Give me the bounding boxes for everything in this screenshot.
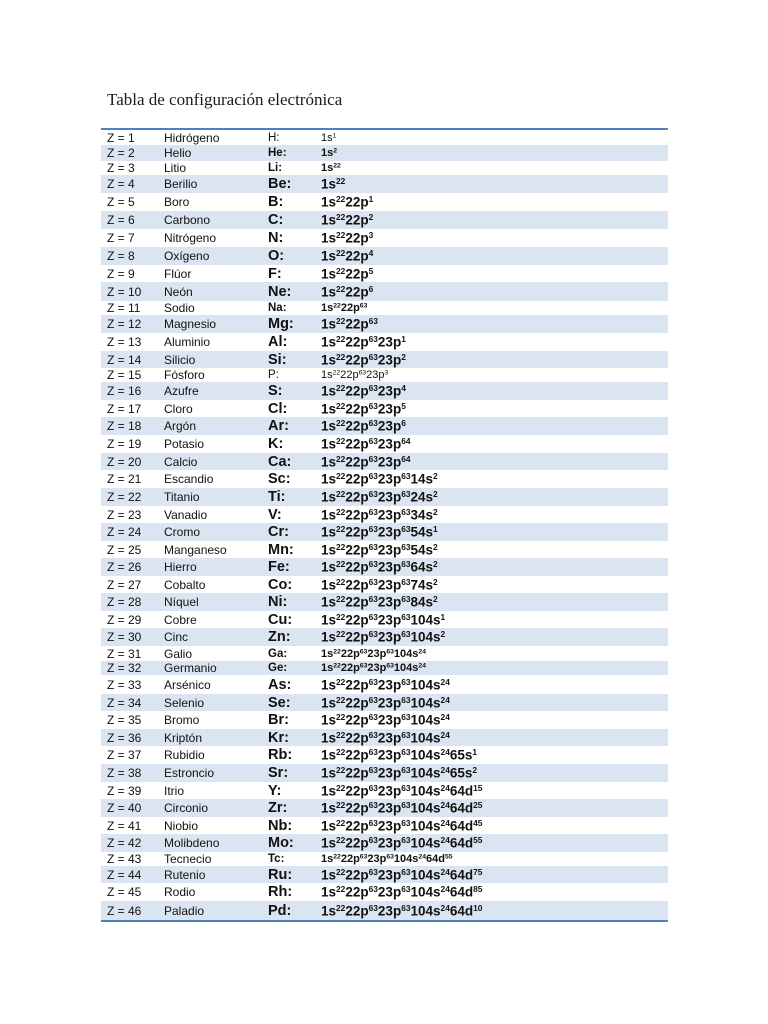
atomic-number: Z = 31: [107, 646, 142, 661]
element-symbol: As:: [268, 676, 292, 693]
element-name: Oxígeno: [164, 249, 210, 263]
table-row: [101, 611, 668, 628]
table-row: [101, 782, 668, 799]
element-symbol: S:: [268, 383, 283, 399]
element-name: Níquel: [164, 595, 199, 609]
table-row: [101, 746, 668, 764]
element-name: Argón: [164, 419, 197, 433]
element-symbol: Pd:: [268, 902, 292, 919]
atomic-number: Z = 18: [107, 419, 142, 433]
atomic-number: Z = 32: [107, 661, 142, 675]
electron-configuration: $1s^{22}22p^{63}23p^{63}104s^{24}$: [321, 647, 426, 660]
atomic-number: Z = 34: [107, 695, 142, 710]
element-name: Cromo: [164, 525, 201, 539]
table-row: [101, 351, 668, 368]
atomic-number: Z = 29: [107, 612, 142, 627]
atomic-number: Z = 38: [107, 766, 142, 780]
table-row: [101, 453, 668, 470]
element-symbol: F:: [268, 265, 282, 282]
electron-configuration: $1s^{22}22p^{63}23p^{63}104s^{24}64d^{25}$: [321, 799, 483, 816]
element-name: Magnesio: [164, 317, 217, 331]
table-row: [101, 523, 668, 541]
electron-configuration: $1s^{22}22p^5$: [321, 265, 374, 281]
electron-configuration: $1s^{22}22p^4$: [321, 247, 374, 264]
element-name: Hierro: [164, 560, 197, 574]
element-symbol: Rh:: [268, 884, 293, 900]
element-symbol: Nb:: [268, 817, 293, 834]
atomic-number: Z = 16: [107, 384, 142, 398]
electron-configuration: $1s^{22}22p^{63}23p^6$: [321, 417, 406, 434]
table-row: [101, 711, 668, 729]
element-symbol: Si:: [268, 351, 287, 368]
atomic-number: Z = 13: [107, 335, 142, 349]
electron-configuration: $1s^{22}22p^{63}$: [321, 315, 378, 332]
atomic-number: Z = 26: [107, 560, 142, 574]
element-name: Titanio: [164, 490, 200, 504]
element-name: Selenio: [164, 695, 205, 710]
element-name: Galio: [164, 646, 193, 661]
table-row: [101, 368, 668, 382]
element-name: Calcio: [164, 454, 198, 469]
electron-configuration: $1s^{22}22p^{63}23p^{63}24s^2$: [321, 488, 438, 505]
atomic-number: Z = 8: [107, 249, 135, 263]
element-name: Bromo: [164, 713, 200, 727]
electron-configuration: $1s^{22}22p^{63}23p^{63}104s^1$: [321, 611, 446, 627]
electron-configuration-table: [101, 128, 668, 922]
table-row: [101, 315, 668, 333]
atomic-number: Z = 43: [107, 852, 142, 866]
element-symbol: Zn:: [268, 629, 291, 645]
table-row: [101, 193, 668, 211]
table-row: [101, 694, 668, 711]
element-symbol: Mn:: [268, 541, 294, 558]
table-row: [101, 333, 668, 351]
element-name: Azufre: [164, 384, 199, 398]
electron-configuration: $1s^{22}22p^{63}23p^{63}104s^{24}65s^2$: [321, 764, 478, 781]
atomic-number: Z = 22: [107, 490, 142, 504]
element-symbol: N:: [268, 230, 284, 246]
element-symbol: Mg:: [268, 316, 294, 332]
element-name: Rutenio: [164, 867, 206, 882]
electron-configuration: $1s^{22}22p^{63}23p^{63}104s^{24}64d^{85}$: [321, 883, 483, 900]
table-row: [101, 576, 668, 593]
element-symbol: Fe:: [268, 559, 290, 575]
table-row: [101, 883, 668, 901]
table-row: [101, 145, 668, 161]
element-symbol: K:: [268, 436, 284, 452]
electron-configuration: $1s^{22}22p^{63}23p^{63}104s^{24}64d^{10}$: [321, 902, 483, 918]
element-symbol: Se:: [268, 694, 291, 711]
table-row: [101, 506, 668, 523]
electron-configuration: $1s^{22}22p^1$: [321, 193, 374, 210]
table-row: [101, 229, 668, 247]
electron-configuration: $1s^{22}22p^{63}23p^{63}104s^{24}64d^{75}$: [321, 866, 483, 882]
element-symbol: P:: [268, 369, 279, 381]
element-name: Hidrógeno: [164, 130, 220, 145]
atomic-number: Z = 15: [107, 368, 142, 382]
element-name: Helio: [164, 146, 192, 160]
electron-configuration: $1s^{22}$: [321, 162, 341, 174]
atomic-number: Z = 36: [107, 730, 142, 745]
element-name: Potasio: [164, 437, 205, 451]
element-name: Molibdeno: [164, 836, 220, 850]
page-title: Tabla de configuración electrónica: [107, 90, 343, 109]
atomic-number: Z = 24: [107, 525, 142, 539]
atomic-number: Z = 30: [107, 630, 142, 644]
electron-configuration: $1s^{22}22p^{63}23p^{63}84s^2$: [321, 593, 438, 610]
element-symbol: Co:: [268, 576, 293, 593]
electron-configuration: $1s^{22}22p^{63}23p^{63}104s^{24}$: [321, 662, 426, 674]
table-row: [101, 593, 668, 611]
element-symbol: Be:: [268, 176, 292, 192]
electron-configuration: $1s^{22}22p^{63}23p^{63}104s^{24}65s^1$: [321, 746, 478, 763]
element-name: Arsénico: [164, 677, 211, 692]
atomic-number: Z = 45: [107, 885, 142, 899]
atomic-number: Z = 3: [107, 161, 135, 175]
electron-configuration: $1s^{22}22p^{63}23p^3$: [321, 369, 389, 381]
atomic-number: Z = 2: [107, 146, 135, 160]
table-row: [101, 417, 668, 435]
element-symbol: Ti:: [268, 489, 286, 505]
element-name: Tecnecio: [164, 852, 212, 866]
element-symbol: Ni:: [268, 594, 288, 610]
element-symbol: Sc:: [268, 471, 291, 487]
atomic-number: Z = 44: [107, 867, 142, 882]
electron-configuration: $1s^{22}22p^{63}23p^{63}104s^2$: [321, 628, 446, 645]
atomic-number: Z = 41: [107, 818, 142, 833]
atomic-number: Z = 20: [107, 454, 142, 469]
electron-configuration: $1s^{22}22p^{63}23p^{63}104s^{24}64d^{55}$: [321, 853, 453, 865]
table-row: [101, 834, 668, 852]
atomic-number: Z = 33: [107, 677, 142, 692]
electron-configuration: $1s^{22}22p^{63}23p^4$: [321, 382, 406, 399]
electron-configuration: $1s^{22}22p^{63}$: [321, 302, 368, 314]
element-name: Boro: [164, 195, 190, 209]
element-symbol: Zr:: [268, 800, 288, 816]
table-row: [101, 488, 668, 506]
electron-configuration: $1s^{22}22p^{63}23p^{63}54s^2$: [321, 541, 438, 557]
table-row: [101, 866, 668, 883]
electron-configuration: $1s^1$: [321, 131, 337, 144]
element-symbol: Ga:: [268, 647, 288, 660]
element-symbol: B:: [268, 194, 284, 210]
atomic-number: Z = 17: [107, 401, 142, 416]
atomic-number: Z = 10: [107, 284, 142, 299]
element-symbol: Ca:: [268, 453, 292, 470]
atomic-number: Z = 27: [107, 577, 142, 592]
element-symbol: Ar:: [268, 418, 289, 434]
atomic-number: Z = 4: [107, 177, 135, 191]
element-name: Manganeso: [164, 542, 227, 557]
electron-configuration: $1s^{22}22p^{63}23p^{63}34s^2$: [321, 506, 438, 522]
element-name: Carbono: [164, 213, 211, 227]
electron-configuration: $1s^{22}22p^{63}23p^{63}104s^{24}$: [321, 676, 450, 692]
table-row: [101, 130, 668, 145]
element-symbol: Na:: [268, 302, 287, 314]
element-symbol: Cu:: [268, 611, 293, 628]
element-symbol: Al:: [268, 334, 288, 350]
table-row: [101, 400, 668, 417]
element-name: Rodio: [164, 885, 196, 899]
atomic-number: Z = 37: [107, 748, 142, 762]
element-name: Fósforo: [164, 368, 205, 382]
atomic-number: Z = 9: [107, 266, 135, 281]
table-row: [101, 764, 668, 782]
atomic-number: Z = 14: [107, 352, 142, 367]
atomic-number: Z = 25: [107, 542, 142, 557]
atomic-number: Z = 19: [107, 437, 142, 451]
table-row: [101, 817, 668, 834]
element-symbol: Y:: [268, 782, 282, 799]
element-symbol: Tc:: [268, 853, 285, 865]
atomic-number: Z = 5: [107, 195, 135, 209]
table-row: [101, 799, 668, 817]
element-symbol: Cr:: [268, 524, 289, 540]
element-name: Escandio: [164, 472, 214, 486]
table-row: [101, 382, 668, 400]
electron-configuration: $1s^{22}22p^{63}23p^5$: [321, 400, 406, 416]
electron-configuration: $1s^{22}22p^{63}23p^{64}$: [321, 453, 411, 469]
electron-configuration: $1s^{22}22p^{63}23p^{63}54s^1$: [321, 523, 438, 540]
table-row: [101, 161, 668, 175]
table-row: [101, 247, 668, 265]
table-row: [101, 852, 668, 866]
atomic-number: Z = 21: [107, 472, 142, 486]
element-name: Cobalto: [164, 577, 206, 592]
table-row: [101, 175, 668, 193]
element-symbol: C:: [268, 212, 284, 228]
element-symbol: V:: [268, 506, 282, 523]
element-name: Niobio: [164, 818, 199, 833]
element-name: Estroncio: [164, 766, 215, 780]
atomic-number: Z = 7: [107, 231, 135, 245]
table-row: [101, 301, 668, 315]
element-name: Kriptón: [164, 730, 203, 745]
atomic-number: Z = 42: [107, 836, 142, 850]
table-row: [101, 646, 668, 661]
element-name: Berilio: [164, 177, 198, 191]
element-name: Sodio: [164, 301, 195, 315]
table-row: [101, 265, 668, 282]
electron-configuration: $1s^{22}22p^{63}23p^{63}104s^{24}64d^{45}$: [321, 817, 483, 833]
element-symbol: Br:: [268, 712, 289, 728]
atomic-number: Z = 35: [107, 713, 142, 727]
element-name: Germanio: [164, 661, 217, 675]
atomic-number: Z = 28: [107, 595, 142, 609]
electron-configuration: $1s^{22}$: [321, 175, 346, 192]
element-name: Nitrógeno: [164, 231, 217, 245]
element-name: Itrio: [164, 783, 185, 798]
table-row: [101, 211, 668, 229]
table-row: [101, 661, 668, 675]
element-symbol: H:: [268, 131, 280, 144]
electron-configuration: $1s^{22}22p^6$: [321, 283, 374, 299]
table-row: [101, 470, 668, 488]
table-row: [101, 901, 668, 920]
element-symbol: Ge:: [268, 662, 288, 674]
element-symbol: O:: [268, 248, 285, 264]
atomic-number: Z = 46: [107, 903, 142, 918]
atomic-number: Z = 11: [107, 301, 141, 315]
atomic-number: Z = 1: [107, 130, 135, 145]
electron-configuration: $1s^{22}22p^{63}23p^{63}14s^2$: [321, 470, 438, 487]
element-symbol: Ru:: [268, 866, 293, 883]
atomic-number: Z = 23: [107, 507, 142, 522]
electron-configuration: $1s^{22}22p^{63}23p^{63}64s^2$: [321, 558, 438, 575]
electron-configuration: $1s^{22}22p^{63}23p^{63}74s^2$: [321, 576, 438, 592]
element-symbol: Mo:: [268, 835, 294, 851]
atomic-number: Z = 39: [107, 783, 142, 798]
element-symbol: Li:: [268, 162, 283, 174]
electron-configuration: $1s^{22}22p^2$: [321, 211, 374, 228]
element-name: Cloro: [164, 401, 193, 416]
electron-configuration: $1s^{22}22p^{63}23p^2$: [321, 351, 406, 367]
element-symbol: Ne:: [268, 283, 292, 300]
electron-configuration: $1s^{22}22p^{63}23p^{63}104s^{24}64d^{55}$: [321, 834, 483, 851]
element-name: Rubidio: [164, 748, 205, 762]
element-name: Paladio: [164, 903, 205, 918]
table-row: [101, 435, 668, 453]
element-name: Cobre: [164, 612, 197, 627]
table-row: [101, 675, 668, 694]
electron-configuration: $1s^{22}22p^{63}23p^{64}$: [321, 435, 411, 452]
element-symbol: Rb:: [268, 747, 293, 763]
table-row: [101, 282, 668, 301]
electron-configuration: $1s^{22}22p^{63}23p^{63}104s^{24}$: [321, 694, 450, 710]
table-row: [101, 541, 668, 558]
element-symbol: Kr:: [268, 729, 289, 746]
electron-configuration: $1s^{22}22p^3$: [321, 229, 374, 246]
atomic-number: Z = 40: [107, 801, 142, 815]
atomic-number: Z = 12: [107, 317, 142, 331]
element-name: Aluminio: [164, 335, 211, 349]
electron-configuration: $1s^{22}22p^{63}23p^{63}104s^{24}$: [321, 711, 450, 728]
element-name: Silicio: [164, 352, 196, 367]
element-symbol: Cl:: [268, 400, 288, 417]
element-name: Circonio: [164, 801, 209, 815]
electron-configuration: $1s^{22}22p^{63}23p^1$: [321, 333, 406, 350]
element-name: Cinc: [164, 630, 189, 644]
table-row: [101, 628, 668, 646]
electron-configuration: $1s^2$: [321, 147, 338, 159]
element-name: Neón: [164, 284, 193, 299]
electron-configuration: $1s^{22}22p^{63}23p^{63}104s^{24}$: [321, 729, 450, 745]
element-symbol: Sr:: [268, 765, 289, 781]
element-symbol: He:: [268, 147, 287, 159]
table-row: [101, 558, 668, 576]
electron-configuration: $1s^{22}22p^{63}23p^{63}104s^{24}64d^{15}$: [321, 782, 483, 798]
element-name: Vanadio: [164, 507, 208, 522]
table-row: [101, 729, 668, 746]
atomic-number: Z = 6: [107, 213, 135, 227]
element-name: Flúor: [164, 266, 192, 281]
element-name: Litio: [164, 161, 187, 175]
